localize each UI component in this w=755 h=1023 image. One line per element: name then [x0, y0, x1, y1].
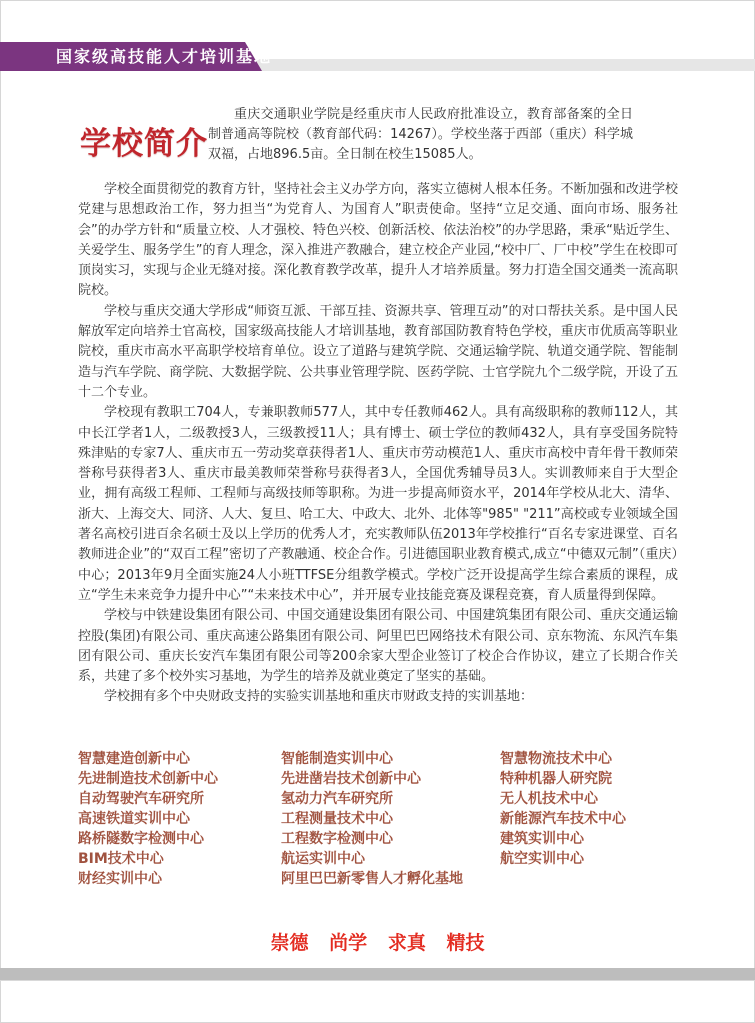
- list-item: 自动驾驶汽车研究所: [78, 791, 204, 807]
- list-item: 财经实训中心: [78, 871, 162, 887]
- list-item: 智能制造实训中心: [281, 751, 393, 767]
- school-motto: [0, 928, 755, 955]
- footer-bar: [0, 968, 755, 981]
- intro-paragraph: 重庆交通职业学院是经重庆市人民政府批准设立，教育部备案的全日制普通高等院校（教育部代码：14267）。学校坐落于西部（重庆）科学城双福，占地896.5亩。全日制在校生15085人。: [208, 107, 633, 162]
- paragraph-faculty: 学校现有教职工704人，专兼职教师577人，其中专任教师462人。具有高级职称的教师112人，其中长江学者1人，二级教授3人，三级教授11人；具有博士、硕士学位的教师432人，具有享受国务院特殊津贴的专家7人、重庆市五一劳动奖章获得者1人、重庆市劳动模范1人、重庆市高校中青年骨干教师荣誉称号获得者3人、重庆市最美教师荣誉称号获得者3人，全国优秀辅导员3人。实训教师来自于大型企业，拥有高级工程师、工程师与高级技师等职称。为进一步提高师资水平，2014年学校从北大、清华、浙大、上海交大、同济、人大、复旦、哈工大、中政大、北外、北体等"985" "211”高校或专业领域全国著名高校引进百余名硕士及以上学历的优秀人才，充实教师队伍2013年学校推行“百名专家进课堂、百名教师进企业”的“双百工程”密切了产教融通、校企合作。引进德国职业教育模式,成立“中德双元制”（重庆）中心；2013年9月全面实施24人小班TTFSE分组教学模式。学校广泛开设提高学生综合素质的课程，成立“学生未来竞争力提升中心”“未来技术中心”，并开展专业技能竞赛及课程竞赛，育人质量得到保障。: [78, 405, 678, 603]
- list-item: 路桥隧数字检测中心: [78, 831, 204, 847]
- list-item: 工程数字检测中心: [281, 831, 393, 847]
- motto-word: 尚学: [329, 932, 368, 954]
- list-item: 先进凿岩技术创新中心: [281, 771, 421, 787]
- centers-column-2: [281, 749, 463, 889]
- banner-rule: [250, 59, 755, 71]
- centers-column-3: [500, 749, 626, 869]
- list-item: 无人机技术中心: [500, 791, 598, 807]
- list-item: 建筑实训中心: [500, 831, 584, 847]
- list-item: 智慧建造创新中心: [78, 751, 190, 767]
- list-item: 特种机器人研究院: [500, 771, 612, 787]
- list-item: 航空实训中心: [500, 851, 584, 867]
- list-item: BIM技术中心: [78, 851, 164, 867]
- section-heading: 学校简介: [80, 126, 208, 162]
- banner-title: 国家级高技能人才培训基地: [56, 47, 273, 66]
- paragraph-mission: 学校全面贯彻党的教育方针，坚持社会主义办学方向，落实立德树人根本任务。不断加强和改进学校党建与思想政治工作，努力担当“为党育人、为国育人”职责使命。坚持“立足交通、面向市场、服务社会”的办学方针和“质量立校、人才强校、特色兴校、创新活校、依法治校”的办学思路，秉承“贴近学生、关爱学生、服务学生”的育人理念，深入推进产教融合，建立校企产业园,“校中厂、厂中校”学生在校即可顶岗实习，实现与企业无缝对接。深化教育教学改革，提升人才培养质量。努力打造全国交通类一流高职院校。: [78, 182, 678, 299]
- list-item: 工程测量技术中心: [281, 811, 393, 827]
- centers-column-1: [78, 749, 218, 889]
- list-item: 新能源汽车技术中心: [500, 811, 626, 827]
- training-centers-list: [78, 749, 678, 899]
- list-item: 智慧物流技术中心: [500, 751, 612, 767]
- list-item: 阿里巴巴新零售人才孵化基地: [281, 871, 463, 887]
- body-text: [78, 180, 678, 708]
- list-item: 氢动力汽车研究所: [281, 791, 393, 807]
- list-item: 高速铁道实训中心: [78, 811, 190, 827]
- paragraph-partnership: 学校与重庆交通大学形成“师资互派、干部互挂、资源共享、管理互动”的对口帮扶关系。是中国人民解放军定向培养士官高校，国家级高技能人才培训基地，教育部国防教育特色学校，重庆市优质高等职业院校，重庆市高水平高职学校培育单位。设立了道路与建筑学院、交通运输学院、轨道交通学院、智能制造与汽车学院、商学院、大数据学院、公共事业管理学院、医药学院、士官学院九个二级学院，开设了五十二个专业。: [78, 303, 678, 400]
- motto-word: 精技: [446, 932, 485, 954]
- paragraph-enterprises: 学校与中铁建设集团有限公司、中国交通建设集团有限公司、中国建筑集团有限公司、重庆交通运输控股(集团)有限公司、重庆高速公路集团有限公司、阿里巴巴网络技术有限公司、京东物流、东风汽车集团有限公司、重庆长安汽车集团有限公司等200余家大型企业签订了校企合作协议，建立了长期合作关系，共建了多个校外实习基地，为学生的培养及就业奠定了坚实的基础。: [78, 608, 678, 685]
- motto-word: 崇德: [270, 932, 309, 954]
- list-item: 先进制造技术创新中心: [78, 771, 218, 787]
- paragraph-bases-intro: 学校拥有多个中央财政支持的实验实训基地和重庆市财政支持的实训基地：: [104, 689, 534, 705]
- motto-word: 求真: [387, 932, 426, 954]
- list-item: 航运实训中心: [281, 851, 365, 867]
